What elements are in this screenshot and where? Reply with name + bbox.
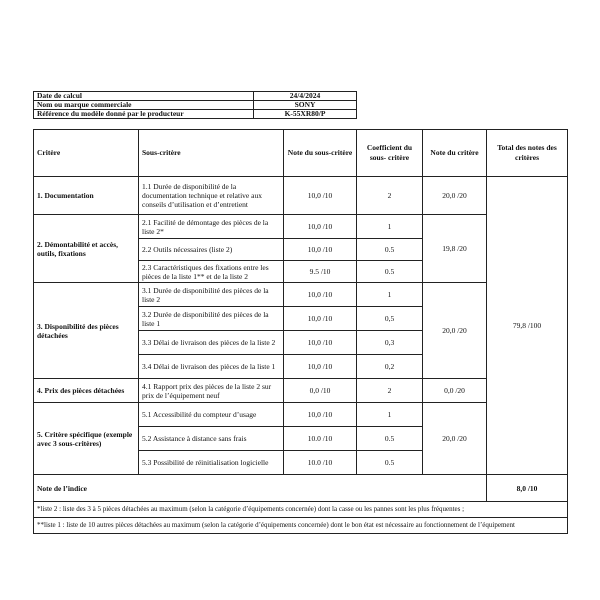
header-note-sous-critere: Note du sous-critère [284,130,357,177]
index-row [34,475,568,502]
sub-criterion-label: 3.3 Délai de livraison des pièces de la liste 2 [139,331,284,355]
header-sous-critere: Sous-critère [139,130,284,177]
sub-criterion-label: 5.1 Accessibilité du compteur d’usage [139,403,284,427]
criterion-note: 20,0 /20 [423,283,487,379]
table-row [34,177,568,215]
criterion-name: 2. Démontabilité et accès, outils, fixations [34,215,139,283]
sub-criterion-note: 10.0 /10 [284,427,357,451]
criterion-name: 5. Critère spécifique (exemple avec 3 sous-critères) [34,403,139,475]
sub-criterion-coef: 1 [357,403,423,427]
sub-criterion-coef: 0,3 [357,331,423,355]
sub-criterion-note: 10,0 /10 [284,239,357,261]
sub-criterion-note: 10,0 /10 [284,307,357,331]
sub-criterion-label: 3.1 Durée de disponibilité des pièces de la liste 2 [139,283,284,307]
sub-criterion-coef: 2 [357,177,423,215]
info-label: Nom ou marque commerciale [34,101,254,110]
info-value: SONY [254,101,357,110]
sub-criterion-label: 3.2 Durée de disponibilité des pièces de la liste 1 [139,307,284,331]
sub-criterion-note: 10,0 /10 [284,177,357,215]
info-label: Date de calcul [34,92,254,101]
info-value: K-55XR80/P [254,110,357,119]
sub-criterion-coef: 0,5 [357,307,423,331]
sub-criterion-label: 4.1 Rapport prix des pièces de la liste 2 sur prix de l’équipement neuf [139,379,284,403]
criterion-name: 3. Disponibilité des pièces détachées [34,283,139,379]
sub-criterion-note: 10,0 /10 [284,403,357,427]
sub-criterion-label: 2.3 Caractéristiques des fixations entre les pièces de la liste 1** et de la liste 2 [139,261,284,283]
sub-criterion-note: 10,0 /10 [284,331,357,355]
index-value: 8,0 /10 [487,475,568,502]
criterion-note: 19,8 /20 [423,215,487,283]
sub-criterion-note: 10,0 /10 [284,283,357,307]
criterion-note: 0,0 /20 [423,379,487,403]
sub-criterion-coef: 0.5 [357,239,423,261]
criterion-note: 20,0 /20 [423,403,487,475]
sub-criterion-coef: 1 [357,283,423,307]
info-row-model [34,110,357,119]
sub-criterion-label: 2.1 Facilité de démontage des pièces de la liste 2* [139,215,284,239]
info-label: Référence du modèle donné par le producteur [34,110,254,119]
total-score: 79,8 /100 [487,177,568,475]
header-critere: Critère [34,130,139,177]
sub-criterion-note: 0,0 /10 [284,379,357,403]
sub-criterion-note: 10,0 /10 [284,355,357,379]
sub-criterion-note: 10.0 /10 [284,451,357,475]
criterion-name: 4. Prix des pièces détachées [34,379,139,403]
sub-criterion-coef: 0,2 [357,355,423,379]
table-header-row [34,130,568,177]
footnote-row [34,502,568,518]
sub-criterion-coef: 0.5 [357,427,423,451]
sub-criterion-coef: 0.5 [357,261,423,283]
sub-criterion-coef: 2 [357,379,423,403]
info-table [33,91,357,119]
sub-criterion-label: 3.4 Délai de livraison des pièces de la liste 1 [139,355,284,379]
header-note-critere: Note du critère [423,130,487,177]
sub-criterion-coef: 1 [357,215,423,239]
sub-criterion-label: 5.3 Possibilité de réinitialisation logicielle [139,451,284,475]
repairability-table [33,129,568,534]
sub-criterion-coef: 0.5 [357,451,423,475]
footnote-liste-2: *liste 2 : liste des 3 à 5 pièces détachées au maximum (selon la catégorie d’équipements concernée) dont la casse ou les pannes sont les plus fréquentes ; [34,502,568,518]
sub-criterion-label: 5.2 Assistance à distance sans frais [139,427,284,451]
footnote-liste-1: **liste 1 : liste de 10 autres pièces détachées au maximum (selon la catégorie d’équipements concernée) dont le bon état est nécessaire au fonctionnement de l’équipement [34,518,568,534]
header-total: Total des notes des critères [487,130,568,177]
sub-criterion-note: 10,0 /10 [284,215,357,239]
footnote-row [34,518,568,534]
header-coefficient: Coefficient du sous- critère [357,130,423,177]
criterion-note: 20,0 /20 [423,177,487,215]
index-label: Note de l’indice [34,475,487,502]
sub-criterion-label: 1.1 Durée de disponibilité de la documentation technique et relative aux conseils d’utilisation et d’entretient [139,177,284,215]
criterion-name: 1. Documentation [34,177,139,215]
sub-criterion-note: 9.5 /10 [284,261,357,283]
sub-criterion-label: 2.2 Outils nécessaires (liste 2) [139,239,284,261]
info-value: 24/4/2024 [254,92,357,101]
